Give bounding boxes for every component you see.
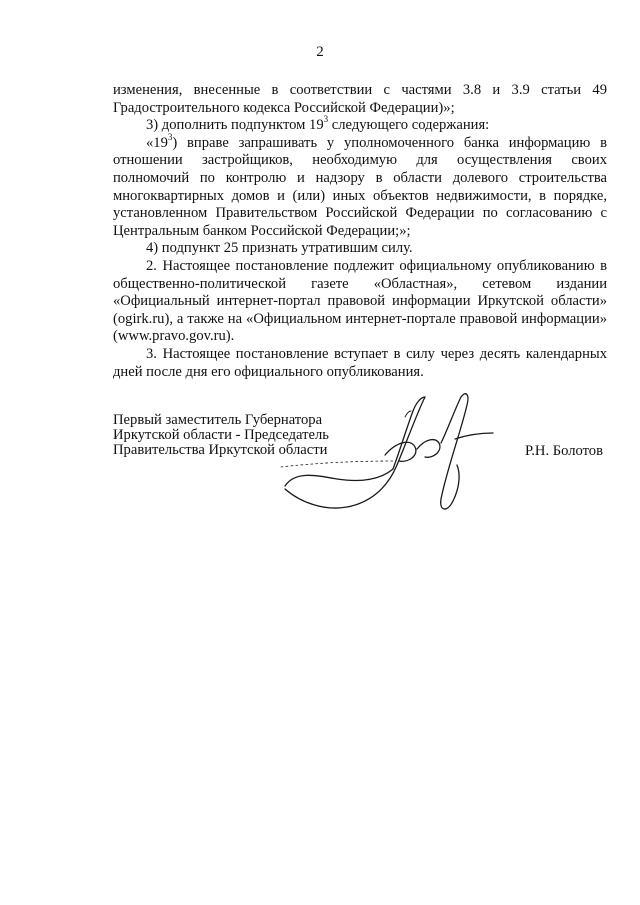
paragraph-4: 4) подпункт 25 признать утратившим силу.: [146, 240, 413, 257]
document-body: [113, 82, 607, 381]
signature-block: [113, 413, 607, 533]
paragraph-3-suffix: ) вправе запрашивать у уполномоченного банка информацию в отношении застройщиков, необходимую для осуществления своих полномочий по контролю и надзору в области долевого строительства многоквартирных домов и (или) иных объектов недвижимости, в порядке, установленном Правительством Российской Федерации по согласованию с Центральным банком Российской Федерации;»;: [113, 134, 607, 239]
paragraph-3: [113, 131, 607, 241]
signer-title-line-2: Иркутской области - Председатель: [113, 427, 329, 444]
paragraph-1: изменения, внесенные в соответствии с частями 3.8 и 3.9 статьи 49 Градостроительного кодекса Российской Федерации)»;: [113, 82, 607, 116]
signer-title-line-3: Правительства Иркутской области: [113, 442, 328, 459]
signer-name: Р.Н. Болотов: [524, 443, 603, 459]
paragraph-2-prefix: 3) дополнить подпунктом 19: [146, 117, 324, 134]
paragraph-3-prefix: «19: [146, 134, 168, 151]
paragraph-3-superscript: 3: [167, 131, 173, 142]
handwritten-signature: [275, 391, 515, 519]
page-number: 2: [316, 44, 324, 60]
paragraph-2-superscript: 3: [323, 114, 329, 125]
paragraph-2-suffix: следующего содержания:: [328, 117, 490, 134]
paragraph-2: [113, 114, 607, 135]
paragraph-6: 3. Настоящее постановление вступает в силу через десять календарных дней после дня его официального опубликования.: [113, 345, 607, 380]
signer-title-line-1: Первый заместитель Губернатора: [113, 412, 323, 428]
paragraph-5: 2. Настоящее постановление подлежит официальному опубликованию в общественно-политической газете «Областная», сетевом издании «Официальный интернет-портал правовой информации Иркутской области» (ogirk.ru), а также на «Официальном интернет-портале правовой информации» (www.pravo.gov.ru).: [113, 257, 607, 345]
